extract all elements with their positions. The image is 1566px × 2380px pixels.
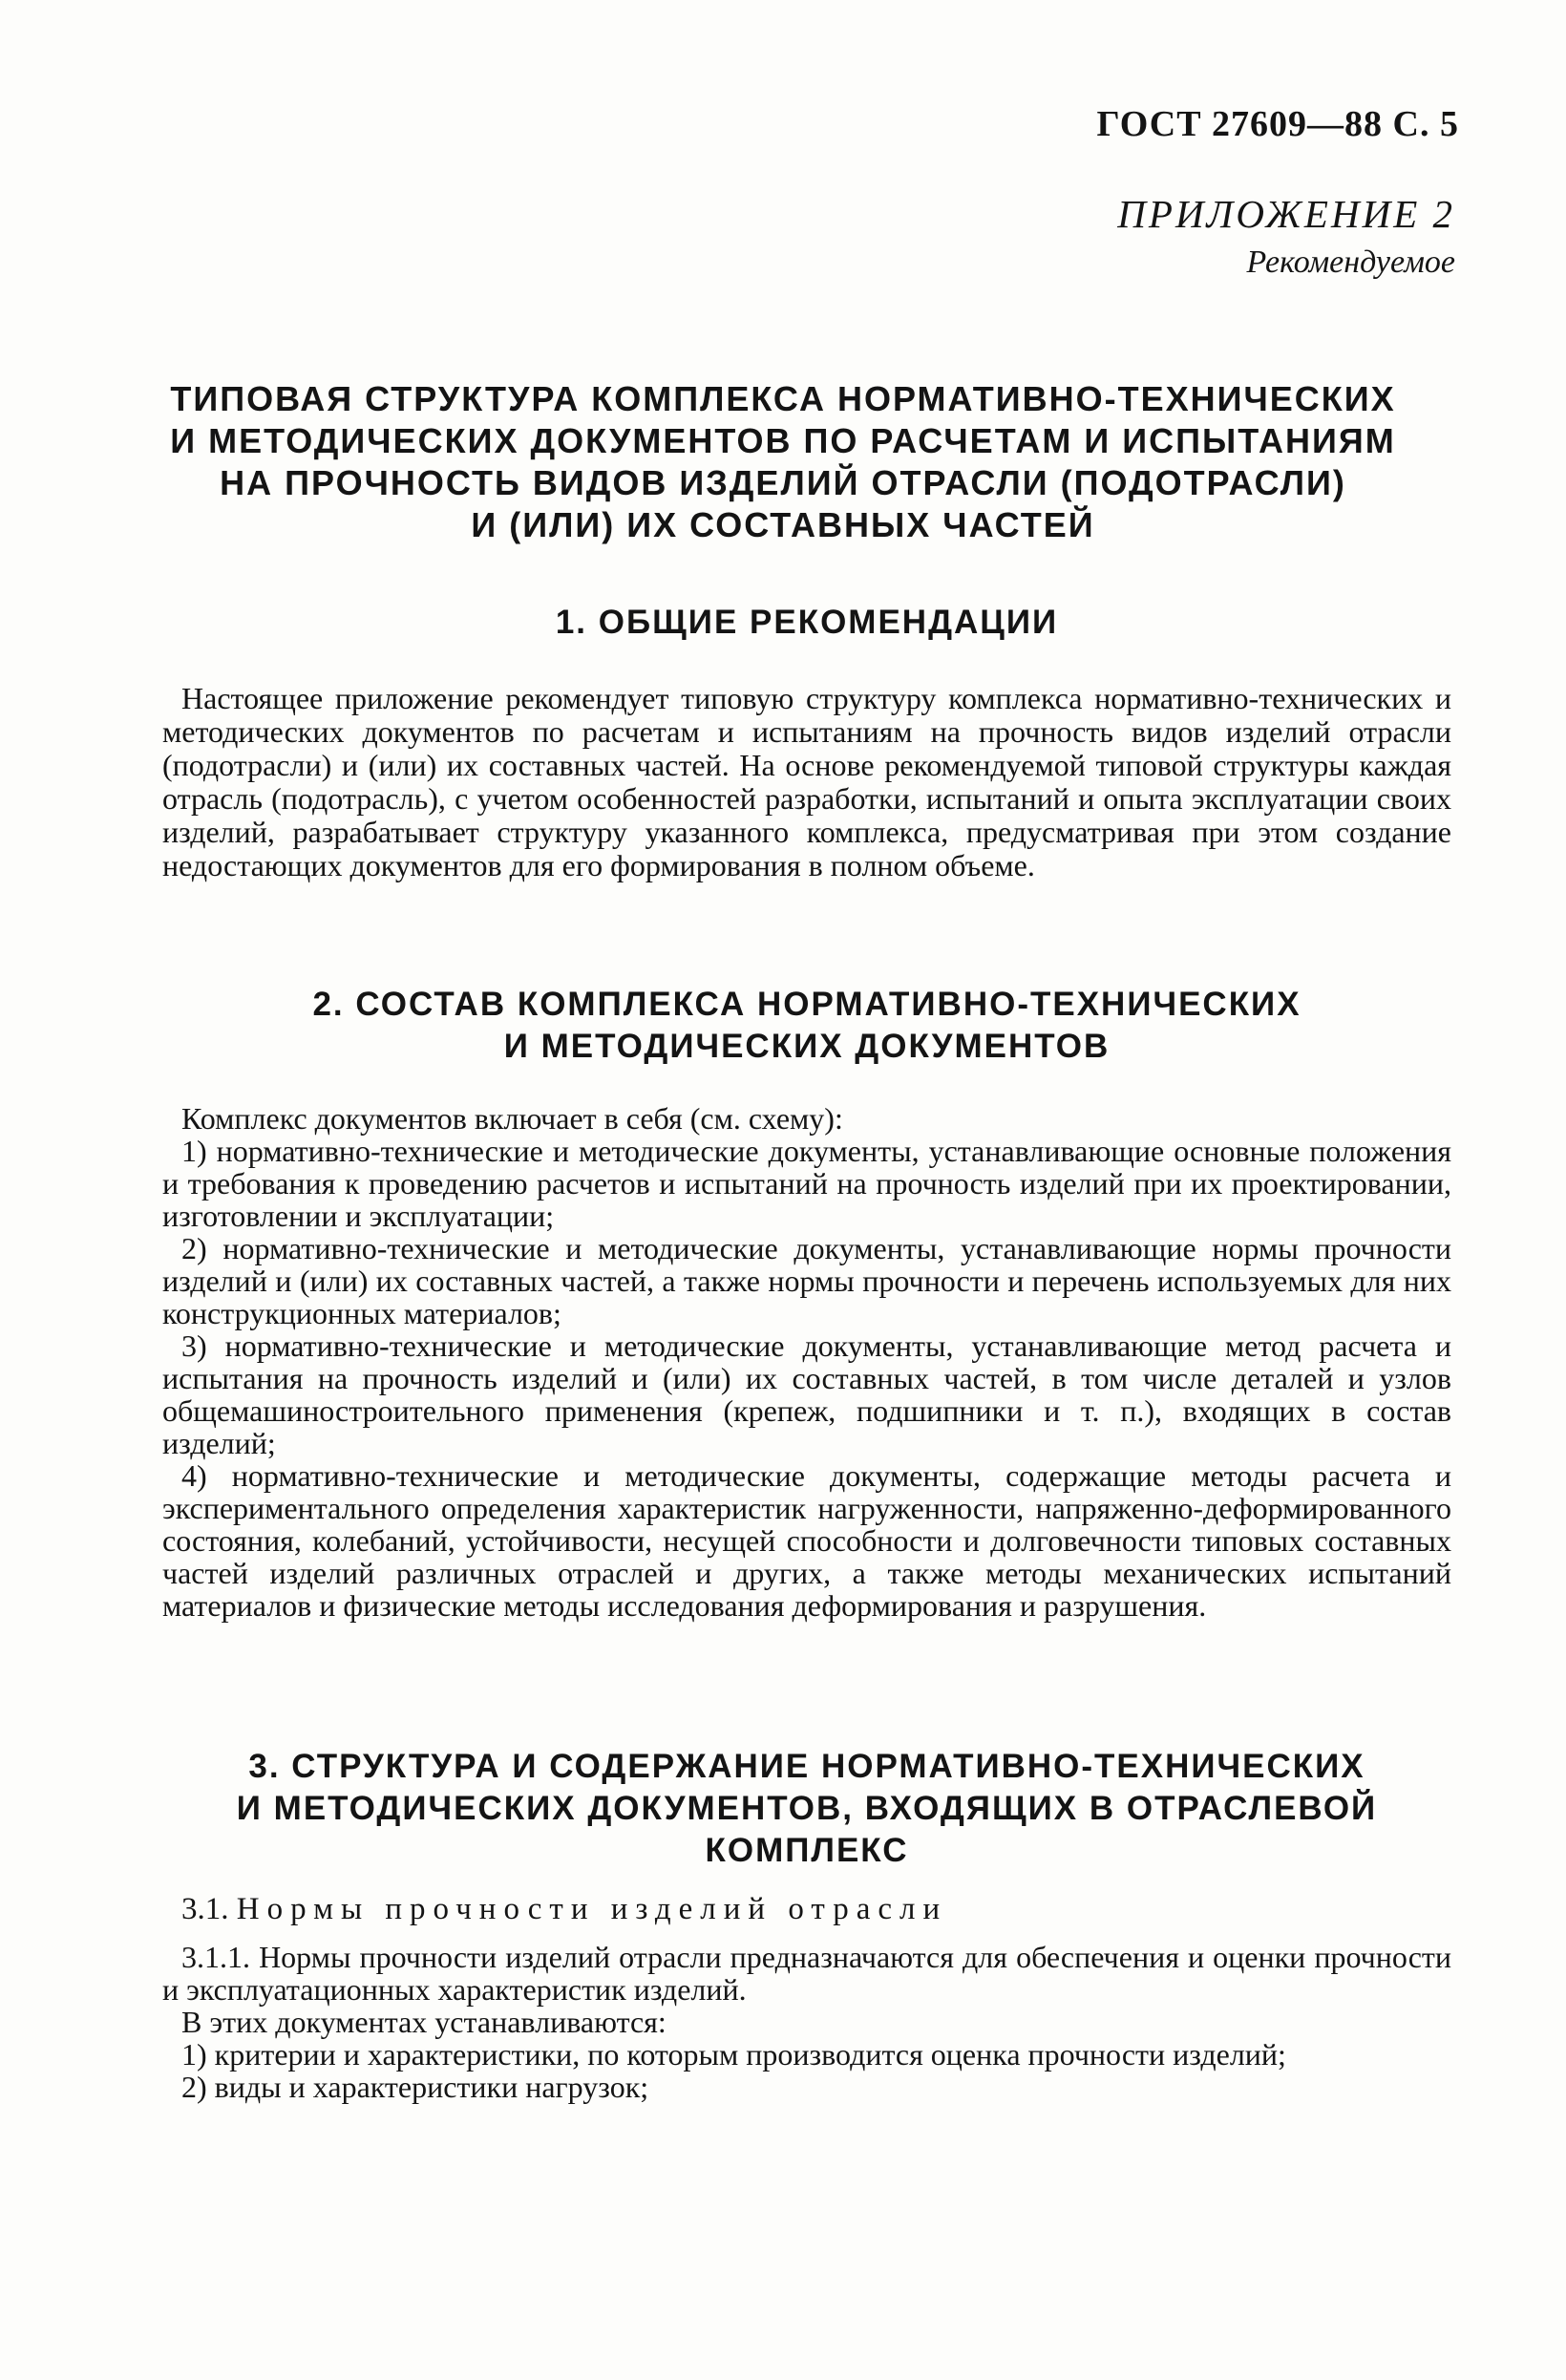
subsection-title: Нормы прочности изделий отрасли: [236, 1892, 948, 1926]
section-3-heading-line: И МЕТОДИЧЕСКИХ ДОКУМЕНТОВ, ВХОДЯЩИХ В ОТРАСЛЕВОЙ: [236, 1790, 1378, 1827]
list-item: 2) нормативно-технические и методические документы, устанавливающие нормы прочности изделий и (или) их составных частей, а также нормы прочности и перечень используемых для них конструкционных материалов;: [162, 1231, 1451, 1330]
section-1-heading: 1. ОБЩИЕ РЕКОМЕНДАЦИИ: [555, 604, 1059, 641]
appendix-block: [1117, 191, 1455, 281]
section-2: [162, 984, 1451, 1622]
list-item: 1) нормативно-технические и методические документы, устанавливающие основные положения и требования к проведению расчетов и испытаний на прочность изделий при их проектировании, изготовлении и эксплуатации;: [162, 1134, 1451, 1233]
section-2-heading-line: И МЕТОДИЧЕСКИХ ДОКУМЕНТОВ: [503, 1028, 1111, 1065]
title-line: НА ПРОЧНОСТЬ ВИДОВ ИЗДЕЛИЙ ОТРАСЛИ (ПОДОТРАСЛИ): [220, 463, 1346, 502]
subsection-number: 3.1.: [181, 1892, 229, 1926]
title-line: ТИПОВАЯ СТРУКТУРА КОМПЛЕКСА НОРМАТИВНО-ТЕХНИЧЕСКИХ: [170, 379, 1396, 418]
appendix-status: Рекомендуемое: [1246, 244, 1455, 280]
page-header-doc-ref: ГОСТ 27609—88 С. 5: [1096, 104, 1459, 144]
section-1: [162, 602, 1451, 882]
title-line: И МЕТОДИЧЕСКИХ ДОКУМЕНТОВ ПО РАСЧЕТАМ И ИСПЫТАНИЯМ: [170, 421, 1396, 460]
paragraph-3-1-1: 3.1.1. Нормы прочности изделий отрасли предназначаются для обеспечения и оценки прочности и эксплуатационных характеристик изделий.: [162, 1940, 1451, 2007]
list-item: 4) нормативно-технические и методические документы, содержащие методы расчета и экспериментального определения характеристик нагруженности, напряженно-деформированного состояния, колебаний, устойчивости, несущей способности и долговечности типовых составных частей изделий различных отраслей и других, а также методы механических испытаний материалов и физические методы исследования деформирования и разрушения.: [162, 1458, 1451, 1623]
document-title: [134, 378, 1432, 546]
list-item: 2) виды и характеристики нагрузок;: [181, 2070, 649, 2104]
title-line: И (ИЛИ) ИХ СОСТАВНЫХ ЧАСТЕЙ: [471, 505, 1095, 544]
subsection-3-1-heading: [162, 1893, 1451, 1925]
section-2-heading-line: 2. СОСТАВ КОМПЛЕКСА НОРМАТИВНО-ТЕХНИЧЕСКИХ: [312, 986, 1301, 1023]
section-3-heading-line: КОМПЛЕКС: [705, 1832, 909, 1869]
list-item: 1) критерии и характеристики, по которым производится оценка прочности изделий;: [181, 2037, 1286, 2072]
paragraph-established: В этих документах устанавливаются:: [181, 2005, 667, 2039]
section-3: [162, 1746, 1451, 2103]
section-1-text: Настоящее приложение рекомендует типовую структуру комплекса нормативно-технических и методических документов по расчетам и испытаниям на прочность видов изделий отрасли (подотрасли) и (или) их составных частей. На основе рекомендуемой типовой структуры каждая отрасль (подотрасль), с учетом особенностей разработки, испытаний и опыта эксплуатации своих изделий, разрабатывает структуру указанного комплекса, предусматривая при этом создание недостающих документов для его формирования в полном объеме.: [162, 681, 1451, 882]
list-item: 3) нормативно-технические и методические документы, устанавливающие метод расчета и испытания на прочность изделий и (или) их составных частей, в том числе деталей и узлов общемашиностроительного применения (крепеж, подшипники и т. п.), входящих в состав изделий;: [162, 1328, 1451, 1460]
section-3-heading-line: 3. СТРУКТУРА И СОДЕРЖАНИЕ НОРМАТИВНО-ТЕХНИЧЕСКИХ: [248, 1748, 1365, 1785]
section-2-intro: Комплекс документов включает в себя (см. схему):: [181, 1101, 843, 1136]
appendix-label: ПРИЛОЖЕНИЕ 2: [1117, 192, 1455, 236]
